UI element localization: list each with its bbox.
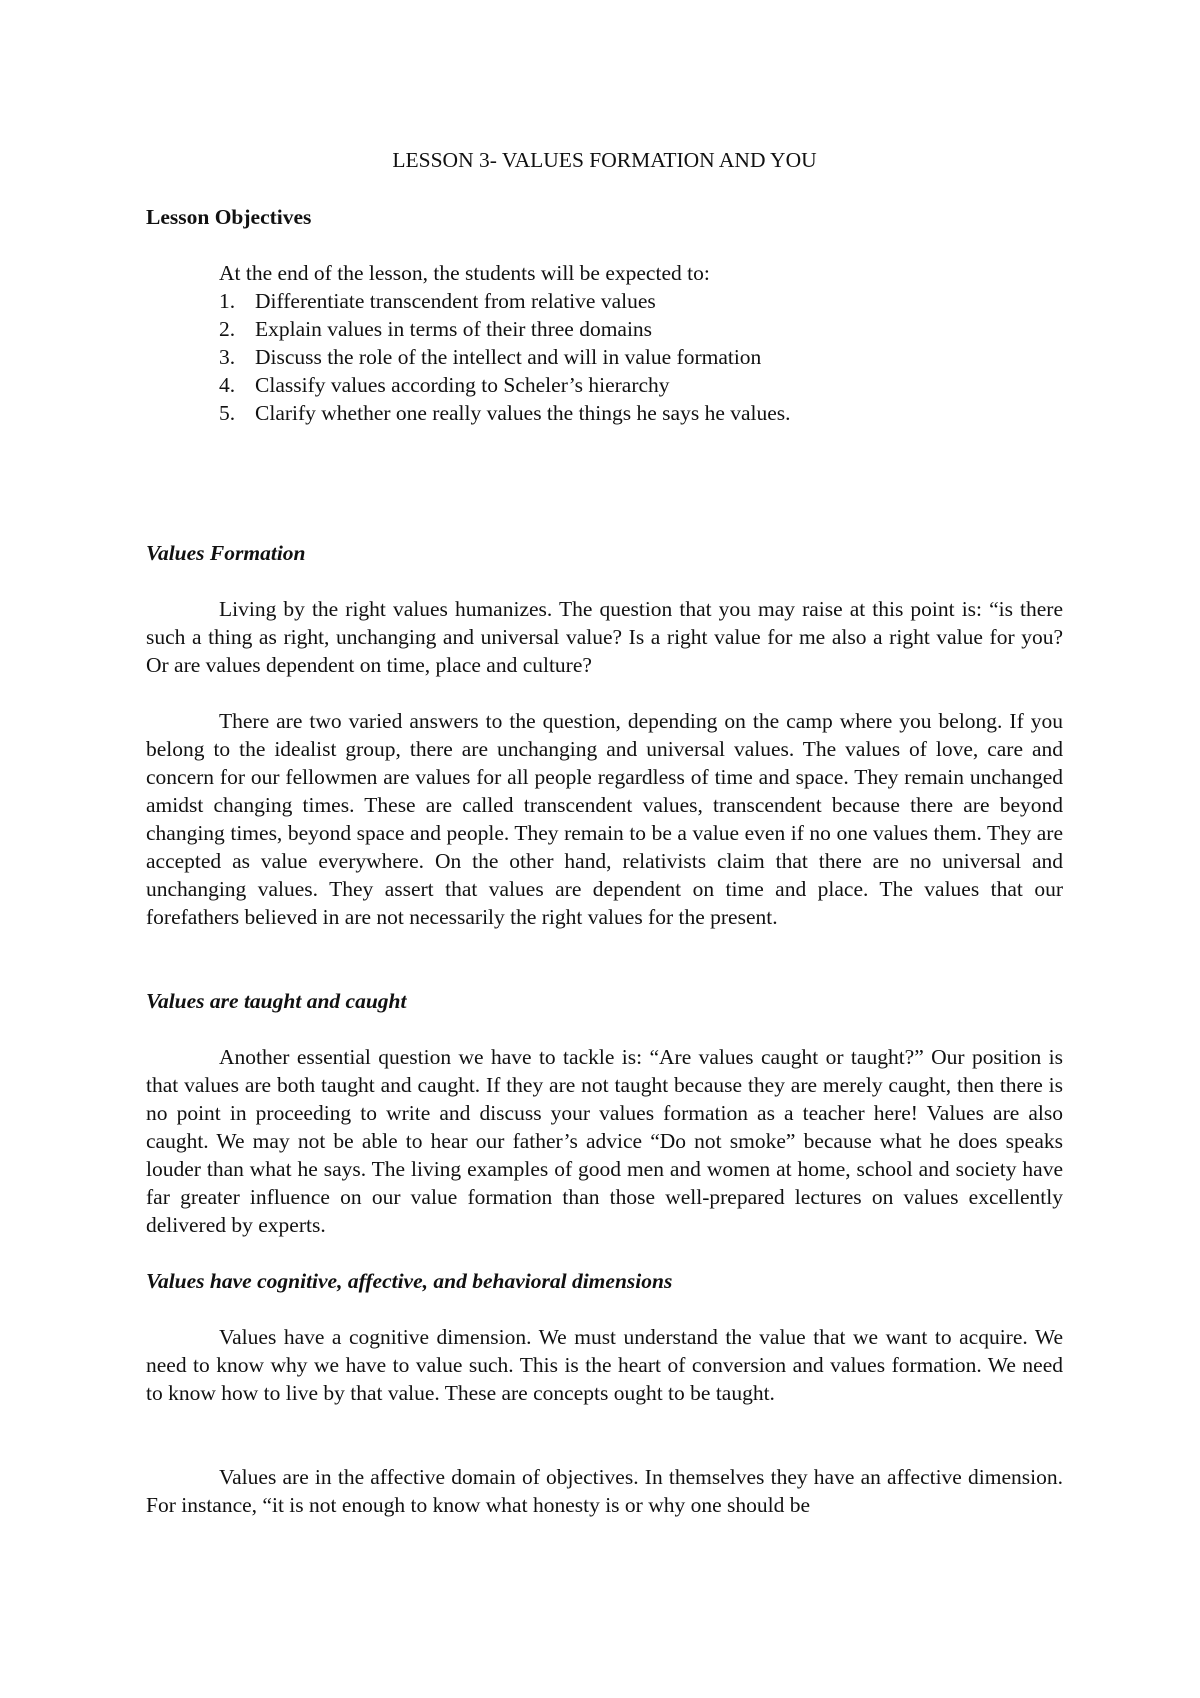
list-item-text: Differentiate transcendent from relative values bbox=[255, 289, 656, 313]
section-heading-values-formation: Values Formation bbox=[146, 541, 306, 565]
list-item bbox=[219, 287, 791, 315]
list-item-number: 4. bbox=[219, 373, 236, 397]
lesson-objectives-list bbox=[219, 287, 791, 427]
page-title: LESSON 3- VALUES FORMATION AND YOU bbox=[392, 148, 817, 172]
lesson-objectives-intro: At the end of the lesson, the students will be expected to: bbox=[219, 261, 710, 285]
list-item-number: 5. bbox=[219, 401, 236, 425]
list-item-text: Classify values according to Scheler’s hierarchy bbox=[255, 373, 670, 397]
section-heading-dimensions: Values have cognitive, affective, and behavioral dimensions bbox=[146, 1269, 673, 1293]
list-item-number: 2. bbox=[219, 317, 236, 341]
paragraph: Values have a cognitive dimension. We must understand the value that we want to acquire. We need to know why we have to value such. This is the heart of conversion and values formation. We need to know how to live by that value. These are concepts ought to be taught. bbox=[146, 1325, 1063, 1405]
list-item bbox=[219, 371, 791, 399]
list-item-number: 1. bbox=[219, 289, 236, 313]
list-item-text: Clarify whether one really values the things he says he values. bbox=[255, 401, 791, 425]
list-item bbox=[219, 399, 791, 427]
paragraph: Values are in the affective domain of objectives. In themselves they have an affective dimension. For instance, “it is not enough to know what honesty is or why one should be bbox=[146, 1465, 1063, 1517]
lesson-objectives-heading: Lesson Objectives bbox=[146, 205, 312, 229]
list-item-text: Explain values in terms of their three domains bbox=[255, 317, 653, 341]
paragraph: Another essential question we have to tackle is: “Are values caught or taught?” Our position is that values are both taught and caught. If they are not taught because they are merely caught, then there is no point in proceeding to write and discuss your values formation as a teacher here! Values are also caught. We may not be able to hear our father’s advice “Do not smoke” because what he does speaks louder than what he says. The living examples of good men and women at home, school and society have far greater influence on our value formation than those well-prepared lectures on values excellently delivered by experts. bbox=[146, 1045, 1063, 1237]
list-item-text: Discuss the role of the intellect and will in value formation bbox=[255, 345, 762, 369]
document-page bbox=[146, 0, 1063, 1698]
list-item-number: 3. bbox=[219, 345, 236, 369]
paragraph: Living by the right values humanizes. The question that you may raise at this point is: “is there such a thing as right, unchanging and universal value? Is a right value for me also a right value for you? Or are values dependent on time, place and culture? bbox=[146, 597, 1063, 677]
section-heading-taught-and-caught: Values are taught and caught bbox=[146, 989, 407, 1013]
paragraph: There are two varied answers to the question, depending on the camp where you belong. If you belong to the idealist group, there are unchanging and universal values. The values of love, care and concern for our fellowmen are values for all people regardless of time and space. They remain unchanged amidst changing times. These are called transcendent values, transcendent because there are beyond changing times, beyond space and people. They remain to be a value even if no one values them. They are accepted as value everywhere. On the other hand, relativists claim that there are no universal and unchanging values. They assert that values are dependent on time and place. The values that our forefathers believed in are not necessarily the right values for the present. bbox=[146, 709, 1063, 929]
list-item bbox=[219, 315, 791, 343]
list-item bbox=[219, 343, 791, 371]
